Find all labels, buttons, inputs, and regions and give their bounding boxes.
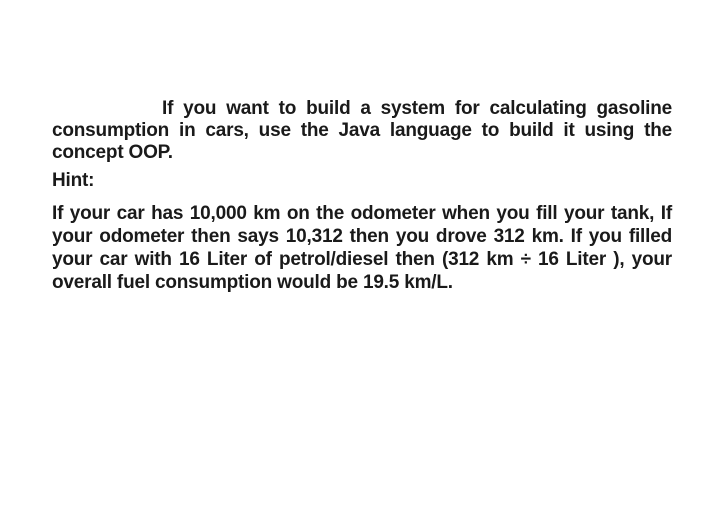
- document-body: [52, 98, 672, 294]
- question-text: If you want to build a system for calculating gasoline consumption in cars, use the Java language to build it using the concept OOP.: [52, 98, 672, 163]
- hint-label: Hint:: [52, 170, 95, 191]
- hint-text: If your car has 10,000 km on the odometer when you fill your tank, If your odometer then says 10,312 then you drove 312 km. If you filled your car with 16 Liter of petrol/diesel then (312 km ÷ 16 Liter ), your overall fuel consumption would be 19.5 km/L.: [52, 203, 672, 293]
